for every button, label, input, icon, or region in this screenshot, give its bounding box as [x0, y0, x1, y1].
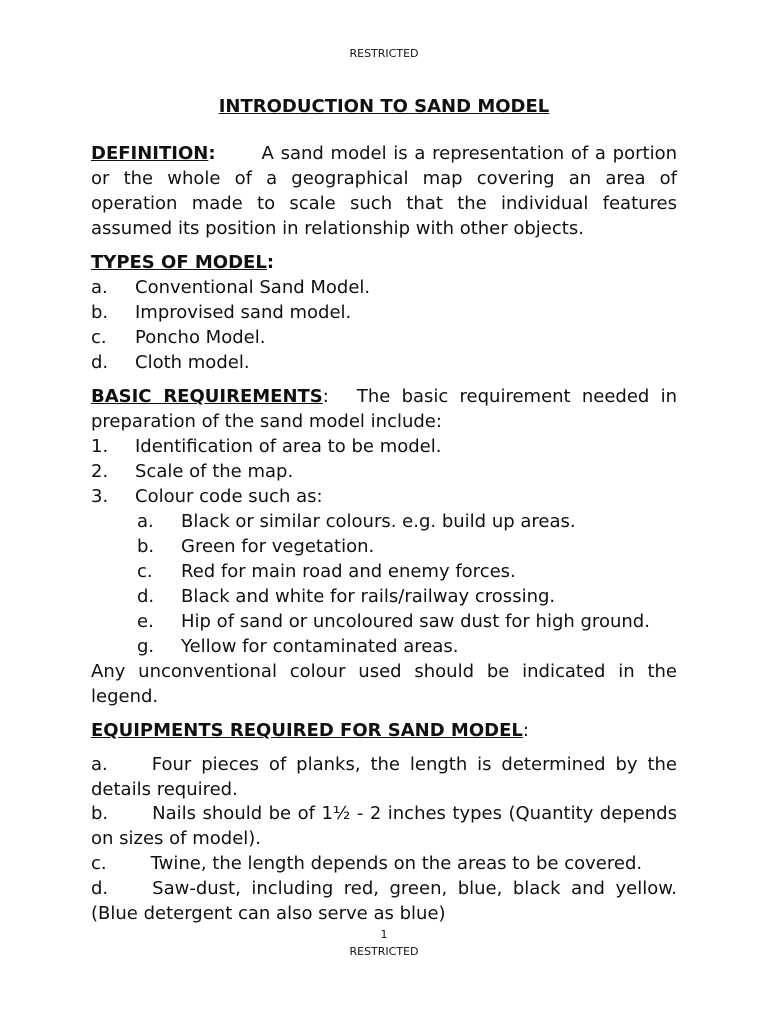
colour-item: g. Yellow for contaminated areas. — [137, 636, 459, 657]
requirements-section: BASIC REQUIREMENTS: The basic requirement needed in preparation of the sand model include: 1. Identification of area to be model. 2. Scale of the map. 3. Colour code such as: a. Black or similar colours. e.g. build up areas. b. Green for vegetation. c. Red for main road and enemy forces. d. Black and white for rails/railway crossing. e. Hip of sand or uncoloured saw dust for high ground. g. Yellow for contaminated areas. Any unconventional colour used should be indicated in the legend. — [91, 386, 677, 707]
types-section: TYPES OF MODEL: a. Conventional Sand Model. b. Improvised sand model. c. Poncho Model. d. Cloth model. — [91, 250, 677, 375]
list-item: 3. Colour code such as: — [91, 486, 323, 507]
equipments-heading: EQUIPMENTS REQUIRED FOR SAND MODEL — [91, 720, 523, 741]
colour-item: a. Black or similar colours. e.g. build up areas. — [137, 511, 576, 532]
definition-heading: DEFINITION — [91, 143, 209, 164]
page-footer: RESTRICTED — [349, 945, 419, 958]
colour-item: c. Red for main road and enemy forces. — [137, 561, 516, 582]
definition-text: or the whole of a geographical map covering an area of operation made to scale such that the individual features assumed its position in relationship with other objects. — [91, 168, 677, 239]
list-item: c. Poncho Model. — [91, 327, 266, 348]
definition-section: DEFINITION: A sand model is a representation of a portion or the whole of a geographical map covering an area of operation made to scale such that the individual features assumed its position in relationship with other objects. — [91, 143, 677, 239]
colour-item: b. Green for vegetation. — [137, 536, 375, 557]
page-header: RESTRICTED — [349, 47, 419, 60]
list-item: a. Conventional Sand Model. — [91, 277, 371, 298]
equipment-item-c: c. Twine, the length depends on the areas to be covered. — [91, 853, 643, 874]
page-number: 1 — [380, 928, 388, 941]
requirements-note: Any unconventional colour used should be indicated in the legend. — [91, 661, 677, 707]
list-item: 1. Identification of area to be model. — [91, 436, 442, 457]
equipment-item-a: a. Four pieces of planks, the length is determined by the details required. — [91, 754, 677, 800]
types-heading: TYPES OF MODEL — [91, 252, 267, 273]
list-item: 2. Scale of the map. — [91, 461, 294, 482]
colour-item: e. Hip of sand or uncoloured saw dust for high ground. — [137, 611, 650, 632]
definition-line1: A sand model is a representation of a portion — [261, 143, 677, 164]
list-item: d. Cloth model. — [91, 352, 250, 373]
document-title: INTRODUCTION TO SAND MODEL — [218, 96, 550, 117]
equipment-item-d: d. Saw-dust, including red, green, blue, black and yellow. (Blue detergent can also serve as blue) — [91, 878, 677, 924]
equipments-section: EQUIPMENTS REQUIRED FOR SAND MODEL: — [91, 720, 529, 741]
colour-item: d. Black and white for rails/railway crossing. — [137, 586, 556, 607]
equipment-item-b: b. Nails should be of 1½ - 2 inches types (Quantity depends on sizes of model). — [91, 803, 677, 849]
list-item: b. Improvised sand model. — [91, 302, 352, 323]
requirements-heading: BASIC REQUIREMENTS — [91, 386, 323, 407]
